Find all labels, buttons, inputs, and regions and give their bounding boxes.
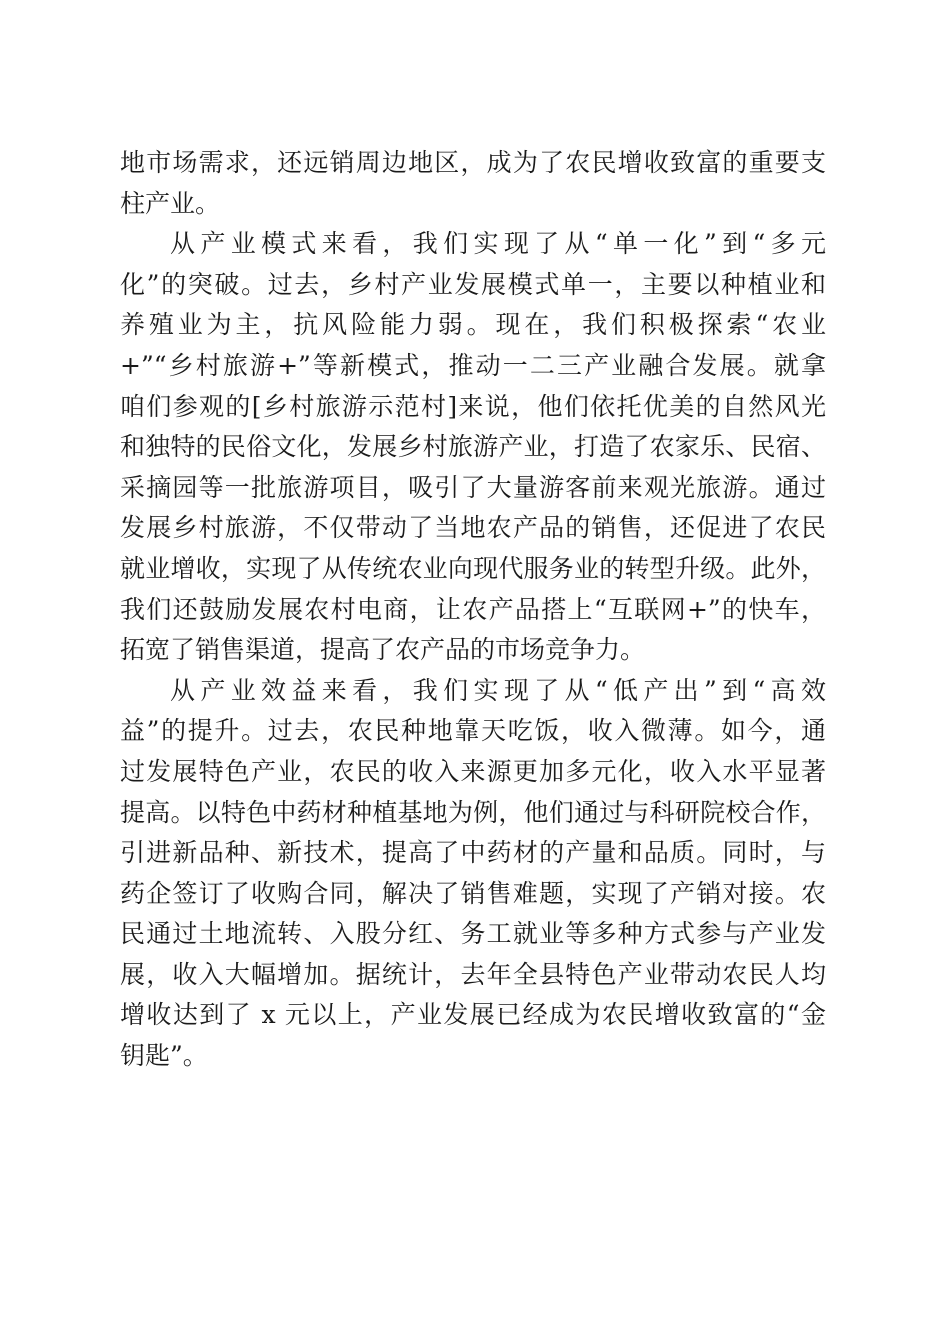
paragraph-2-line-3: 养殖业为主，抗风险能力弱。现在，我们积极探索“农业: [120, 310, 826, 340]
paragraph-2-line-10: 我们还鼓励发展农村电商，让农产品搭上“互联网+”的快车，: [120, 594, 826, 624]
paragraph-2-line-1: 从产业模式来看，我们实现了从“单一化”到“多元: [170, 229, 826, 259]
paragraph-2-line-9: 就业增收，实现了从传统农业向现代服务业的转型升级。此外，: [120, 553, 826, 583]
paragraph-3-line-8: 展，收入大幅增加。据统计，去年全县特色产业带动农民人均: [120, 959, 826, 989]
paragraph-3-line-4: 提高。以特色中药材种植基地为例，他们通过与科研院校合作，: [120, 797, 826, 827]
paragraph-2-line-7: 采摘园等一批旅游项目，吸引了大量游客前来观光旅游。通过: [120, 472, 826, 502]
paragraph-3-line-5: 引进新品种、新技术，提高了中药材的产量和品质。同时，与: [120, 838, 826, 868]
paragraph-2-line-8: 发展乡村旅游，不仅带动了当地农产品的销售，还促进了农民: [120, 513, 826, 543]
paragraph-3-line-3: 过发展特色产业，农民的收入来源更加多元化，收入水平显著: [120, 756, 826, 786]
paragraph-3-line-2: 益”的提升。过去，农民种地靠天吃饭，收入微薄。如今，通: [120, 716, 826, 746]
paragraph-1-line-2: 柱产业。: [120, 188, 221, 218]
paragraph-2-line-4: +”“乡村旅游+”等新模式，推动一二三产业融合发展。就拿: [120, 350, 826, 380]
paragraph-2-line-6: 和独特的民俗文化，发展乡村旅游产业，打造了农家乐、民宿、: [120, 432, 826, 462]
paragraph-3-line-9: 增收达到了 x 元以上，产业发展已经成为农民增收致富的“金: [120, 1000, 826, 1030]
paragraph-3-line-1: 从产业效益来看，我们实现了从“低产出”到“高效: [170, 675, 826, 705]
paragraph-3-line-7: 民通过土地流转、入股分红、务工就业等多种方式参与产业发: [120, 919, 826, 949]
paragraph-2-line-5: 咱们参观的[乡村旅游示范村]来说，他们依托优美的自然风光: [120, 391, 826, 421]
paragraph-3-line-10: 钥匙”。: [120, 1041, 208, 1071]
paragraph-2-line-2: 化”的突破。过去，乡村产业发展模式单一，主要以种植业和: [120, 269, 826, 299]
paragraph-3-line-6: 药企签订了收购合同，解决了销售难题，实现了产销对接。农: [120, 878, 826, 908]
paragraph-2-line-11: 拓宽了销售渠道，提高了农产品的市场竞争力。: [120, 635, 646, 665]
paragraph-1-line-1: 地市场需求，还远销周边地区，成为了农民增收致富的重要支: [120, 148, 826, 177]
body-text: [120, 143, 826, 1077]
